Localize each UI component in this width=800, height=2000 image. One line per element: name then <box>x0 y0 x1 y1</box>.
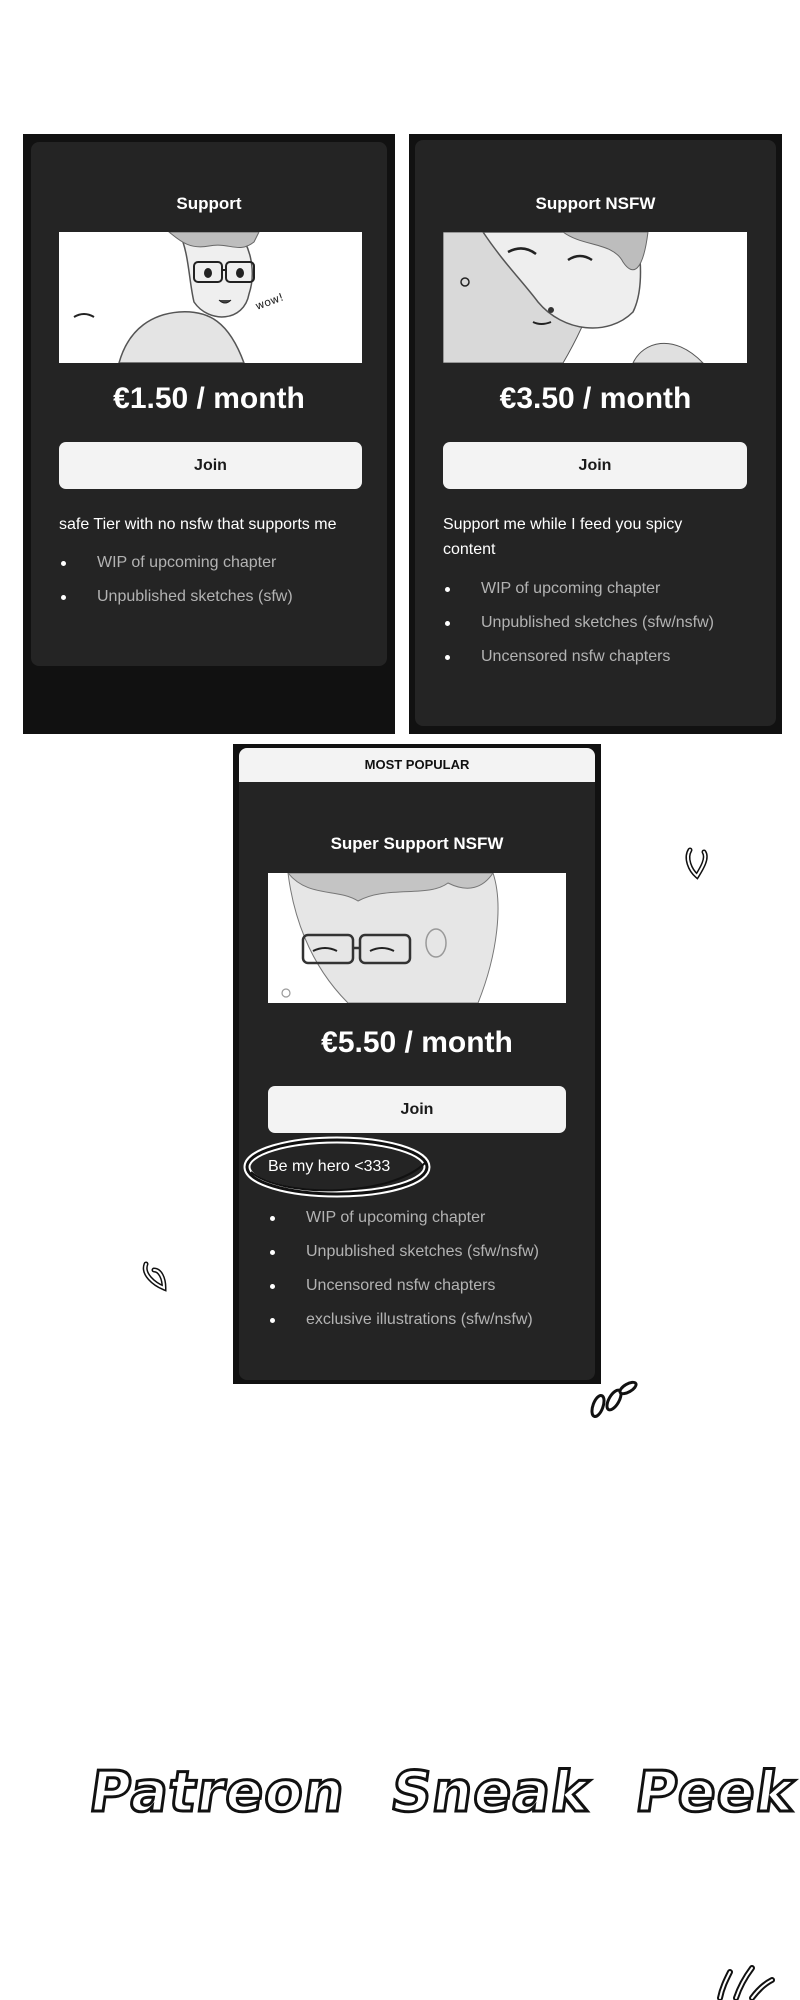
benefit-item <box>268 1208 588 1242</box>
benefit-text: WIP of upcoming chapter <box>97 554 277 571</box>
tier-card-body <box>31 142 387 666</box>
tier-price: €3.50 / month <box>499 382 692 415</box>
benefit-list <box>443 579 763 681</box>
benefit-list <box>59 553 369 621</box>
tier-title: Support <box>176 194 242 213</box>
sweat-drops-doodle-icon <box>586 1366 646 1426</box>
heart-doodle-icon <box>682 844 712 884</box>
bullet-icon <box>270 1284 275 1289</box>
tier-image <box>59 232 362 363</box>
footer-title: Patreon Sneak Peek <box>85 1760 800 1825</box>
tier-title: Super Support NSFW <box>330 834 504 853</box>
benefit-item <box>443 579 763 613</box>
bullet-icon <box>61 561 66 566</box>
tier-card-super-support-nsfw <box>233 744 601 1384</box>
tier-card-support-nsfw <box>409 134 782 734</box>
tier-price: €1.50 / month <box>113 382 305 415</box>
benefit-item <box>268 1276 588 1310</box>
tier-card-support <box>23 134 395 734</box>
tier-description: safe Tier with no nsfw that supports me <box>59 516 337 533</box>
benefit-item <box>59 587 369 621</box>
benefit-item <box>268 1242 588 1276</box>
bullet-icon <box>445 621 450 626</box>
benefit-text: Unpublished sketches (sfw) <box>97 588 293 605</box>
heart-doodle-icon <box>138 1256 178 1296</box>
bullet-icon <box>270 1250 275 1255</box>
bullet-icon <box>445 587 450 592</box>
join-button[interactable]: Join <box>443 442 747 489</box>
benefit-text: Unpublished sketches (sfw/nsfw) <box>481 614 714 631</box>
join-button[interactable]: Join <box>268 1086 566 1133</box>
tier-image <box>443 232 747 363</box>
tier-price: €5.50 / month <box>321 1026 513 1059</box>
tier-description: Be my hero <333 <box>268 1158 391 1175</box>
benefit-text: Uncensored nsfw chapters <box>306 1277 496 1294</box>
benefit-text: WIP of upcoming chapter <box>306 1209 486 1226</box>
scribble-doodle-icon <box>712 1960 782 2000</box>
bullet-icon <box>270 1318 275 1323</box>
tier-card-body <box>415 140 776 726</box>
bullet-icon <box>270 1216 275 1221</box>
benefit-text: Uncensored nsfw chapters <box>481 648 671 665</box>
tier-image <box>268 873 566 1003</box>
benefit-text: WIP of upcoming chapter <box>481 580 661 597</box>
benefit-text: exclusive illustrations (sfw/nsfw) <box>306 1311 533 1328</box>
benefit-item <box>443 647 763 681</box>
bullet-icon <box>61 595 66 600</box>
most-popular-badge: MOST POPULAR <box>239 748 595 782</box>
benefit-list <box>268 1208 588 1344</box>
benefit-text: Unpublished sketches (sfw/nsfw) <box>306 1243 539 1260</box>
tier-card-body <box>239 748 595 1380</box>
benefit-item <box>268 1310 588 1344</box>
benefit-item <box>443 613 763 647</box>
benefit-item <box>59 553 369 587</box>
image-caption: wow! <box>253 290 286 313</box>
bullet-icon <box>445 655 450 660</box>
tier-title: Support NSFW <box>535 194 656 213</box>
join-button[interactable]: Join <box>59 442 362 489</box>
tier-description: Support me while I feed you spicy content <box>443 516 683 558</box>
